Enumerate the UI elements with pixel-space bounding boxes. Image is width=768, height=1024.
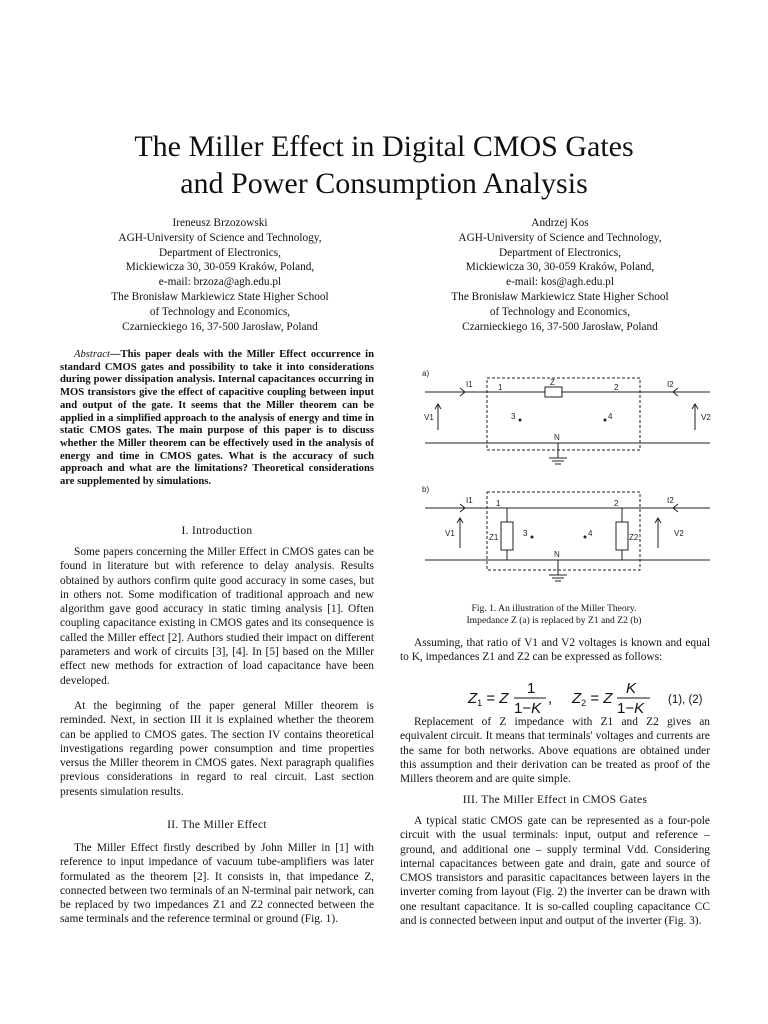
svg-text:1−K: 1−K bbox=[514, 700, 542, 716]
author-line: Department of Electronics, bbox=[158, 246, 282, 259]
miller-circuit-figure bbox=[420, 360, 720, 600]
section-heading-cmos: III. The Miller Effect in CMOS Gates bbox=[462, 794, 648, 806]
author-line: of Technology and Economics, bbox=[489, 305, 631, 318]
author-block-1 bbox=[60, 216, 380, 334]
node-2: 2 bbox=[614, 499, 619, 508]
label-i1: I1 bbox=[466, 380, 473, 389]
node-n: N bbox=[554, 550, 560, 559]
label-v1: V1 bbox=[445, 529, 455, 538]
paragraph: A typical static CMOS gate can be represented as a four-pole circuit with the usual terminals: input, output and reference – ground, and additional one – supply terminal Vdd. Considering internal capacitances between gate and drain, gate and source of CMOS transistors and parasitic capacitances between layers in the inverter coming from layout (Fig. 2) the inverter can be drawn with one resultant capacitance. It is so-called coupling capacitance CC and is connected between input and output of the inverter (Fig. 3). bbox=[400, 815, 710, 928]
node-1: 1 bbox=[498, 383, 503, 392]
paragraph: The Miller Effect firstly described by John Miller in [1] with reference to input impedance of vacuum tube-amplifiers was later formulated as the theorem [2]. It consists in, that impedance Z, connected between two terminals of an N-terminal pair network, can be replaced by two impedances Z1 and Z2 connected between the same terminals and the reference terminal or ground (Fig. 1). bbox=[60, 842, 374, 926]
label-v2: V2 bbox=[701, 413, 711, 422]
paragraph: At the beginning of the paper general Miller theorem is reminded. Next, in section III it is explained whether the theorem can be applied to CMOS gates. The section IV contains theoretical investigations regarding power consumption and time properties versus the Miller theorem in CMOS gates. Next paragraph qualifies previous considerations in regard to real circuit. Last section presents simulation results. bbox=[60, 700, 374, 798]
author-name: Andrzej Kos bbox=[531, 217, 589, 229]
caption-line-1: Fig. 1. An illustration of the Miller Theory. bbox=[471, 603, 637, 614]
section-heading-introduction: I. Introduction bbox=[181, 525, 253, 537]
author-line: AGH-University of Science and Technology, bbox=[118, 231, 322, 244]
miller-equations bbox=[400, 680, 710, 716]
label-i1: I1 bbox=[466, 496, 473, 505]
author-line: AGH-University of Science and Technology, bbox=[458, 231, 662, 244]
impedance-z2 bbox=[616, 522, 628, 550]
node-4: 4 bbox=[588, 529, 593, 538]
author-line: Czarnieckiego 16, 37-500 Jarosław, Poland bbox=[462, 320, 658, 333]
impedance-z1 bbox=[501, 522, 513, 550]
svg-text:Z1 = Z: $Z_1 = Z$ bbox=[468, 690, 509, 708]
abstract-label: Abstract bbox=[74, 349, 110, 360]
paragraph: Assuming, that ratio of V1 and V2 voltages is known and equal to K, impedances Z1 and Z2 can be expressed as follows: bbox=[400, 637, 710, 664]
author-line: Czarnieckiego 16, 37-500 Jarosław, Poland bbox=[122, 320, 318, 333]
svg-text:1: 1 bbox=[527, 680, 536, 697]
svg-text:,: , bbox=[548, 690, 553, 707]
node-1: 1 bbox=[496, 499, 501, 508]
svg-text:1−K: 1−K bbox=[617, 700, 645, 716]
node-n: N bbox=[554, 433, 560, 442]
abstract: Abstract—This paper deals with the Miller Effect occurrence in standard CMOS gates and possibility to take it into considerations during power dissipation analysis. Internal capacitances occurring in MOS transistors give the effect of capacitive coupling between input and output of the gate. It seems that the Miller theorem can be applied in a simplified approach to the analysis of energy and time in static CMOS gates. The main purpose of this paper is to discuss whether the Miller theorem can be effectively used in the analysis of energy and time in CMOS gates. What is the accuracy of such approach and what are the limitations? Theoretical considerations are supplemented by simulations. bbox=[60, 349, 374, 488]
label-z2: Z2 bbox=[629, 533, 639, 542]
author-block-2 bbox=[400, 216, 720, 334]
node-3: 3 bbox=[511, 412, 516, 421]
paragraph: Replacement of Z impedance with Z1 and Z2 gives an equivalent circuit. It means that terminals' voltages and currents are the same for both networks. Above equations are obtained under this assumption and their derivation can be treated as proof of the Millers theorem and are quite simple. bbox=[400, 716, 710, 786]
label-z: Z bbox=[550, 378, 555, 387]
node-4: 4 bbox=[608, 412, 613, 421]
author-line: Department of Electronics, bbox=[498, 246, 622, 259]
author-line: Mickiewicza 30, 30-059 Kraków, Poland, bbox=[125, 261, 315, 274]
author-name: Ireneusz Brzozowski bbox=[172, 217, 268, 229]
impedance-z bbox=[545, 387, 562, 397]
svg-text:Z2 = Z: $Z_2 = Z$ bbox=[572, 690, 613, 708]
title-line-1: The Miller Effect in Digital CMOS Gates bbox=[134, 130, 634, 163]
author-email: e-mail: brzoza@agh.edu.pl bbox=[158, 276, 282, 289]
label-v1: V1 bbox=[424, 413, 434, 422]
svg-text:K: K bbox=[626, 680, 637, 697]
title-line-2: and Power Consumption Analysis bbox=[180, 167, 588, 200]
paragraph: Some papers concerning the Miller Effect in CMOS gates can be found in literature but with reference to delay analysis. Results obtained by authors confirm quite good accuracy in some cases, but in others not. Some modification of traditional approach and new algorithm gave good accuracy in static timing analysis [1]. Often coupling capacitance existing in CMOS gates and its consequence is called the Miller effect [2]. Authors studied their impact on different parameters and work of circuits [3], [4]. In [5] based on the Miller effect new methods for extraction of load capacitance have been developed. bbox=[60, 546, 374, 687]
author-line: The Bronisław Markiewicz State Higher School bbox=[451, 290, 669, 303]
label-v2: V2 bbox=[674, 529, 684, 538]
author-email: e-mail: kos@agh.edu.pl bbox=[506, 276, 614, 289]
equation-label: (1), (2) bbox=[668, 694, 703, 706]
figure-caption bbox=[396, 603, 712, 627]
panel-label-a: a) bbox=[422, 369, 430, 378]
abstract-text: This paper deals with the Miller Effect occurrence in standard CMOS gates and possibility to take it into considerations during power dissipation analysis. Internal capacitances occurring in MOS transistors give the effect of capacitive coupling between input and output of the gate. It seems that the Miller theorem can be applied in a simplified approach to the analysis of energy and time in static CMOS gates. The main purpose of this paper is to discuss whether the Miller theorem can be effectively used in the analysis of energy and time in CMOS gates. What is the accuracy of such approach and what are the limitations? Theoretical considerations are supplemented by simulations. bbox=[60, 349, 374, 488]
label-z1: Z1 bbox=[489, 533, 499, 542]
node-3: 3 bbox=[523, 529, 528, 538]
node-2: 2 bbox=[614, 383, 619, 392]
label-i2: I2 bbox=[667, 496, 674, 505]
panel-label-b: b) bbox=[422, 485, 430, 494]
author-line: Mickiewicza 30, 30-059 Kraków, Poland, bbox=[465, 261, 655, 274]
label-i2: I2 bbox=[667, 380, 674, 389]
paper-title bbox=[0, 128, 768, 202]
author-line: of Technology and Economics, bbox=[149, 305, 291, 318]
caption-line-2: Impedance Z (a) is replaced by Z1 and Z2 (b) bbox=[466, 615, 642, 626]
author-line: The Bronisław Markiewicz State Higher School bbox=[111, 290, 329, 303]
section-heading-miller-effect: II. The Miller Effect bbox=[167, 819, 267, 831]
